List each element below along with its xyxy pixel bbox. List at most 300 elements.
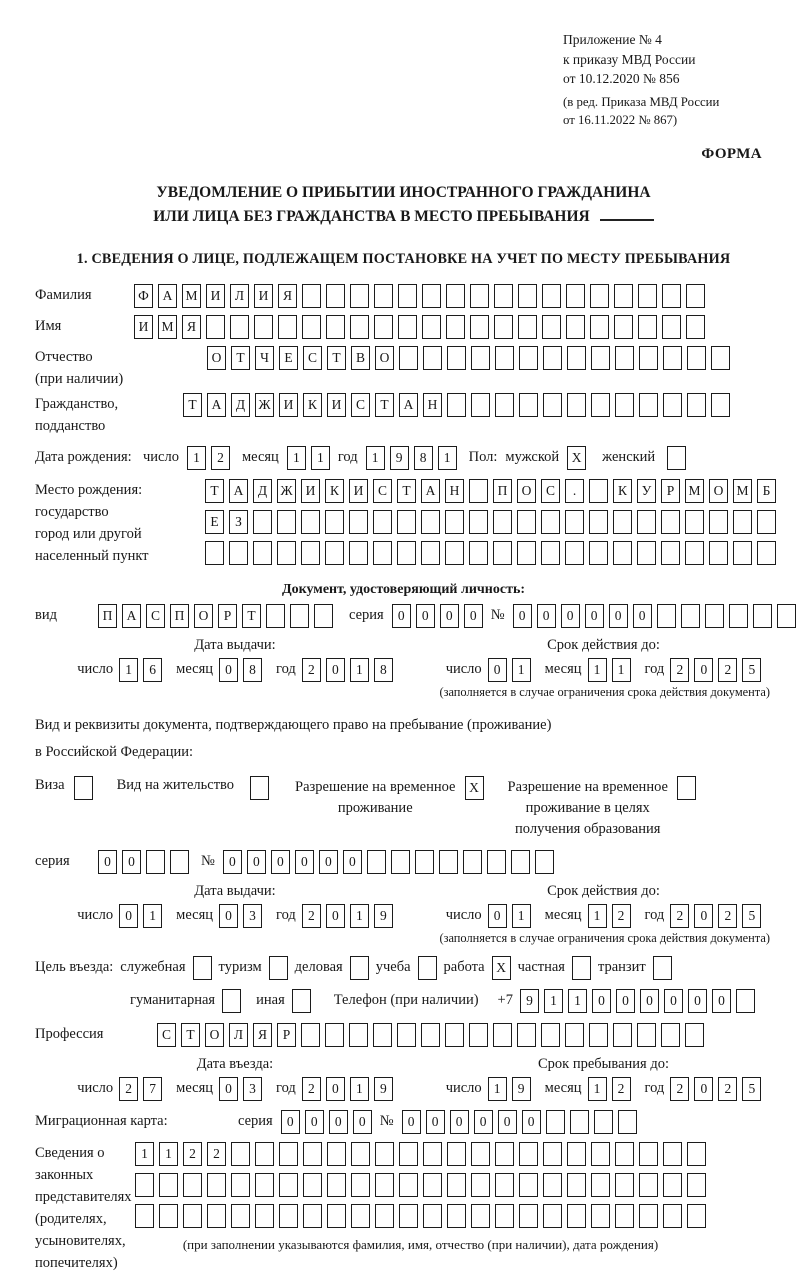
- char-cell[interactable]: [687, 393, 706, 417]
- char-cell[interactable]: 0: [426, 1110, 445, 1134]
- purpose-official-checkbox[interactable]: [193, 956, 212, 980]
- char-cell[interactable]: .: [565, 479, 584, 503]
- char-cell[interactable]: О: [194, 604, 213, 628]
- char-cell[interactable]: [615, 1173, 634, 1197]
- char-cell[interactable]: 0: [353, 1110, 372, 1134]
- char-cell[interactable]: 0: [464, 604, 483, 628]
- char-cell[interactable]: 1: [187, 446, 206, 470]
- phone-cells[interactable]: [520, 989, 755, 1013]
- char-cell[interactable]: [494, 284, 513, 308]
- residence-permit-checkbox[interactable]: [250, 776, 269, 800]
- char-cell[interactable]: 9: [520, 989, 539, 1013]
- char-cell[interactable]: [535, 850, 554, 874]
- char-cell[interactable]: [661, 541, 680, 565]
- char-cell[interactable]: [686, 315, 705, 339]
- char-cell[interactable]: [446, 315, 465, 339]
- char-cell[interactable]: К: [303, 393, 322, 417]
- char-cell[interactable]: Л: [230, 284, 249, 308]
- doc-series-cells[interactable]: [392, 604, 483, 628]
- char-cell[interactable]: [159, 1173, 178, 1197]
- char-cell[interactable]: [667, 446, 686, 470]
- char-cell[interactable]: [687, 1142, 706, 1166]
- char-cell[interactable]: [495, 1173, 514, 1197]
- char-cell[interactable]: [373, 1023, 392, 1047]
- char-cell[interactable]: 0: [326, 904, 345, 928]
- char-cell[interactable]: 9: [512, 1077, 531, 1101]
- char-cell[interactable]: [591, 1142, 610, 1166]
- char-cell[interactable]: [230, 315, 249, 339]
- char-cell[interactable]: О: [517, 479, 536, 503]
- char-cell[interactable]: 0: [474, 1110, 493, 1134]
- char-cell[interactable]: [351, 1142, 370, 1166]
- char-cell[interactable]: [446, 284, 465, 308]
- char-cell[interactable]: Л: [229, 1023, 248, 1047]
- char-cell[interactable]: Т: [327, 346, 346, 370]
- char-cell[interactable]: [398, 315, 417, 339]
- char-cell[interactable]: [711, 393, 730, 417]
- char-cell[interactable]: [638, 284, 657, 308]
- char-cell[interactable]: 0: [119, 904, 138, 928]
- char-cell[interactable]: [350, 315, 369, 339]
- char-cell[interactable]: [733, 510, 752, 534]
- stay-month-cells[interactable]: [588, 1077, 631, 1101]
- char-cell[interactable]: [206, 315, 225, 339]
- char-cell[interactable]: Б: [757, 479, 776, 503]
- char-cell[interactable]: [277, 541, 296, 565]
- char-cell[interactable]: [543, 1204, 562, 1228]
- char-cell[interactable]: Т: [205, 479, 224, 503]
- char-cell[interactable]: 2: [183, 1142, 202, 1166]
- res-issue-year-cells[interactable]: [302, 904, 393, 928]
- char-cell[interactable]: [567, 393, 586, 417]
- char-cell[interactable]: Д: [231, 393, 250, 417]
- char-cell[interactable]: [661, 510, 680, 534]
- char-cell[interactable]: 0: [561, 604, 580, 628]
- char-cell[interactable]: 2: [612, 1077, 631, 1101]
- char-cell[interactable]: Ж: [255, 393, 274, 417]
- doc-number-cells[interactable]: [513, 604, 796, 628]
- char-cell[interactable]: [757, 541, 776, 565]
- char-cell[interactable]: Я: [278, 284, 297, 308]
- char-cell[interactable]: 3: [243, 1077, 262, 1101]
- patronymic-cells[interactable]: [207, 346, 730, 370]
- char-cell[interactable]: [303, 1204, 322, 1228]
- char-cell[interactable]: [447, 1204, 466, 1228]
- surname-cells[interactable]: [134, 284, 705, 308]
- char-cell[interactable]: [662, 315, 681, 339]
- char-cell[interactable]: [487, 850, 506, 874]
- char-cell[interactable]: [422, 284, 441, 308]
- char-cell[interactable]: И: [301, 479, 320, 503]
- char-cell[interactable]: [423, 1142, 442, 1166]
- char-cell[interactable]: Н: [423, 393, 442, 417]
- char-cell[interactable]: [397, 510, 416, 534]
- char-cell[interactable]: [565, 1023, 584, 1047]
- char-cell[interactable]: 1: [287, 446, 306, 470]
- char-cell[interactable]: [279, 1173, 298, 1197]
- entry-day-cells[interactable]: [119, 1077, 162, 1101]
- char-cell[interactable]: X: [465, 776, 484, 800]
- char-cell[interactable]: [591, 1173, 610, 1197]
- char-cell[interactable]: [566, 315, 585, 339]
- char-cell[interactable]: И: [134, 315, 153, 339]
- char-cell[interactable]: [255, 1204, 274, 1228]
- entry-month-cells[interactable]: [219, 1077, 262, 1101]
- char-cell[interactable]: [229, 541, 248, 565]
- char-cell[interactable]: [231, 1204, 250, 1228]
- char-cell[interactable]: [663, 1142, 682, 1166]
- char-cell[interactable]: [570, 1110, 589, 1134]
- char-cell[interactable]: 0: [592, 989, 611, 1013]
- char-cell[interactable]: И: [279, 393, 298, 417]
- char-cell[interactable]: 1: [588, 658, 607, 682]
- char-cell[interactable]: [421, 1023, 440, 1047]
- char-cell[interactable]: 2: [612, 904, 631, 928]
- birth-year-cells[interactable]: [366, 446, 457, 470]
- char-cell[interactable]: [421, 541, 440, 565]
- char-cell[interactable]: Д: [253, 479, 272, 503]
- char-cell[interactable]: [470, 284, 489, 308]
- char-cell[interactable]: [397, 541, 416, 565]
- char-cell[interactable]: [349, 541, 368, 565]
- char-cell[interactable]: [470, 315, 489, 339]
- char-cell[interactable]: [685, 541, 704, 565]
- char-cell[interactable]: 0: [326, 658, 345, 682]
- char-cell[interactable]: [146, 850, 165, 874]
- char-cell[interactable]: [511, 850, 530, 874]
- char-cell[interactable]: [637, 541, 656, 565]
- birthplace-row2-cells[interactable]: [205, 510, 776, 534]
- char-cell[interactable]: [447, 393, 466, 417]
- char-cell[interactable]: Т: [242, 604, 261, 628]
- char-cell[interactable]: [591, 346, 610, 370]
- birthplace-row1-cells[interactable]: [205, 479, 776, 503]
- char-cell[interactable]: [399, 1204, 418, 1228]
- char-cell[interactable]: 0: [488, 658, 507, 682]
- entry-year-cells[interactable]: [302, 1077, 393, 1101]
- char-cell[interactable]: [543, 346, 562, 370]
- char-cell[interactable]: [565, 541, 584, 565]
- char-cell[interactable]: [618, 1110, 637, 1134]
- char-cell[interactable]: 0: [609, 604, 628, 628]
- char-cell[interactable]: 5: [742, 658, 761, 682]
- char-cell[interactable]: X: [492, 956, 511, 980]
- char-cell[interactable]: [471, 1173, 490, 1197]
- char-cell[interactable]: [519, 1204, 538, 1228]
- char-cell[interactable]: [391, 850, 410, 874]
- char-cell[interactable]: [255, 1142, 274, 1166]
- char-cell[interactable]: [543, 1142, 562, 1166]
- char-cell[interactable]: 5: [742, 1077, 761, 1101]
- char-cell[interactable]: П: [493, 479, 512, 503]
- char-cell[interactable]: [349, 1023, 368, 1047]
- res-issue-month-cells[interactable]: [219, 904, 262, 928]
- char-cell[interactable]: [517, 1023, 536, 1047]
- char-cell[interactable]: П: [98, 604, 117, 628]
- char-cell[interactable]: [351, 1204, 370, 1228]
- char-cell[interactable]: [687, 1204, 706, 1228]
- char-cell[interactable]: 0: [416, 604, 435, 628]
- doc-valid-day-cells[interactable]: [488, 658, 531, 682]
- char-cell[interactable]: [375, 1142, 394, 1166]
- char-cell[interactable]: 1: [135, 1142, 154, 1166]
- char-cell[interactable]: [303, 1142, 322, 1166]
- char-cell[interactable]: [325, 1023, 344, 1047]
- char-cell[interactable]: К: [325, 479, 344, 503]
- char-cell[interactable]: [589, 479, 608, 503]
- char-cell[interactable]: [469, 510, 488, 534]
- char-cell[interactable]: [74, 776, 93, 800]
- char-cell[interactable]: [373, 510, 392, 534]
- char-cell[interactable]: Е: [279, 346, 298, 370]
- char-cell[interactable]: 1: [488, 1077, 507, 1101]
- res-valid-month-cells[interactable]: [588, 904, 631, 928]
- char-cell[interactable]: [326, 284, 345, 308]
- char-cell[interactable]: 9: [390, 446, 409, 470]
- visa-checkbox[interactable]: [74, 776, 93, 800]
- char-cell[interactable]: [351, 1173, 370, 1197]
- char-cell[interactable]: 2: [718, 1077, 737, 1101]
- doc-valid-year-cells[interactable]: [670, 658, 761, 682]
- char-cell[interactable]: 3: [243, 904, 262, 928]
- char-cell[interactable]: [546, 1110, 565, 1134]
- char-cell[interactable]: Р: [218, 604, 237, 628]
- char-cell[interactable]: 0: [633, 604, 652, 628]
- char-cell[interactable]: П: [170, 604, 189, 628]
- char-cell[interactable]: [375, 1204, 394, 1228]
- char-cell[interactable]: [572, 956, 591, 980]
- char-cell[interactable]: Р: [277, 1023, 296, 1047]
- char-cell[interactable]: [135, 1173, 154, 1197]
- char-cell[interactable]: [519, 393, 538, 417]
- char-cell[interactable]: [399, 1173, 418, 1197]
- char-cell[interactable]: [301, 510, 320, 534]
- char-cell[interactable]: 1: [512, 658, 531, 682]
- char-cell[interactable]: [350, 956, 369, 980]
- char-cell[interactable]: [493, 510, 512, 534]
- representatives-row2-cells[interactable]: [135, 1173, 706, 1197]
- char-cell[interactable]: [590, 284, 609, 308]
- char-cell[interactable]: А: [158, 284, 177, 308]
- char-cell[interactable]: 0: [513, 604, 532, 628]
- char-cell[interactable]: 0: [585, 604, 604, 628]
- char-cell[interactable]: [567, 1173, 586, 1197]
- char-cell[interactable]: [661, 1023, 680, 1047]
- char-cell[interactable]: [445, 1023, 464, 1047]
- char-cell[interactable]: [662, 284, 681, 308]
- char-cell[interactable]: [686, 284, 705, 308]
- char-cell[interactable]: 0: [219, 658, 238, 682]
- char-cell[interactable]: 8: [414, 446, 433, 470]
- char-cell[interactable]: [374, 284, 393, 308]
- char-cell[interactable]: [543, 1173, 562, 1197]
- stay-year-cells[interactable]: [670, 1077, 761, 1101]
- char-cell[interactable]: [445, 510, 464, 534]
- char-cell[interactable]: 2: [119, 1077, 138, 1101]
- char-cell[interactable]: [279, 1204, 298, 1228]
- char-cell[interactable]: 2: [302, 658, 321, 682]
- char-cell[interactable]: 0: [712, 989, 731, 1013]
- char-cell[interactable]: А: [229, 479, 248, 503]
- char-cell[interactable]: М: [182, 284, 201, 308]
- char-cell[interactable]: [326, 315, 345, 339]
- char-cell[interactable]: 9: [374, 904, 393, 928]
- char-cell[interactable]: [777, 604, 796, 628]
- res-valid-day-cells[interactable]: [488, 904, 531, 928]
- purpose-tourism-checkbox[interactable]: [269, 956, 288, 980]
- char-cell[interactable]: 2: [670, 658, 689, 682]
- char-cell[interactable]: 0: [688, 989, 707, 1013]
- char-cell[interactable]: 1: [159, 1142, 178, 1166]
- char-cell[interactable]: [374, 315, 393, 339]
- char-cell[interactable]: 0: [271, 850, 290, 874]
- doc-issue-day-cells[interactable]: [119, 658, 162, 682]
- char-cell[interactable]: 0: [488, 904, 507, 928]
- char-cell[interactable]: [567, 346, 586, 370]
- char-cell[interactable]: [591, 393, 610, 417]
- char-cell[interactable]: 0: [98, 850, 117, 874]
- char-cell[interactable]: [685, 510, 704, 534]
- char-cell[interactable]: С: [373, 479, 392, 503]
- char-cell[interactable]: [519, 1142, 538, 1166]
- char-cell[interactable]: 0: [219, 904, 238, 928]
- char-cell[interactable]: [589, 541, 608, 565]
- char-cell[interactable]: [518, 315, 537, 339]
- char-cell[interactable]: [566, 284, 585, 308]
- char-cell[interactable]: 2: [302, 904, 321, 928]
- char-cell[interactable]: 9: [374, 1077, 393, 1101]
- char-cell[interactable]: [447, 1142, 466, 1166]
- char-cell[interactable]: 0: [402, 1110, 421, 1134]
- char-cell[interactable]: [589, 1023, 608, 1047]
- char-cell[interactable]: [373, 541, 392, 565]
- char-cell[interactable]: [327, 1142, 346, 1166]
- char-cell[interactable]: 0: [537, 604, 556, 628]
- char-cell[interactable]: [639, 1204, 658, 1228]
- doc-issue-month-cells[interactable]: [219, 658, 262, 682]
- stay-day-cells[interactable]: [488, 1077, 531, 1101]
- char-cell[interactable]: [733, 541, 752, 565]
- char-cell[interactable]: [518, 284, 537, 308]
- char-cell[interactable]: [653, 956, 672, 980]
- char-cell[interactable]: [709, 541, 728, 565]
- char-cell[interactable]: [159, 1204, 178, 1228]
- char-cell[interactable]: 1: [438, 446, 457, 470]
- char-cell[interactable]: 2: [207, 1142, 226, 1166]
- char-cell[interactable]: [325, 541, 344, 565]
- char-cell[interactable]: [613, 1023, 632, 1047]
- char-cell[interactable]: 1: [119, 658, 138, 682]
- doc-valid-month-cells[interactable]: [588, 658, 631, 682]
- char-cell[interactable]: [375, 1173, 394, 1197]
- char-cell[interactable]: [677, 776, 696, 800]
- char-cell[interactable]: [681, 604, 700, 628]
- char-cell[interactable]: [350, 284, 369, 308]
- char-cell[interactable]: 0: [522, 1110, 541, 1134]
- char-cell[interactable]: 0: [616, 989, 635, 1013]
- doc-kind-cells[interactable]: [98, 604, 333, 628]
- char-cell[interactable]: [415, 850, 434, 874]
- char-cell[interactable]: [278, 315, 297, 339]
- char-cell[interactable]: [615, 1142, 634, 1166]
- char-cell[interactable]: С: [541, 479, 560, 503]
- char-cell[interactable]: [517, 510, 536, 534]
- char-cell[interactable]: [517, 541, 536, 565]
- char-cell[interactable]: [567, 1204, 586, 1228]
- char-cell[interactable]: 0: [440, 604, 459, 628]
- char-cell[interactable]: Ф: [134, 284, 153, 308]
- char-cell[interactable]: 0: [247, 850, 266, 874]
- char-cell[interactable]: [469, 479, 488, 503]
- char-cell[interactable]: [615, 346, 634, 370]
- char-cell[interactable]: 1: [311, 446, 330, 470]
- char-cell[interactable]: [463, 850, 482, 874]
- char-cell[interactable]: 7: [143, 1077, 162, 1101]
- char-cell[interactable]: [495, 1204, 514, 1228]
- char-cell[interactable]: [687, 1173, 706, 1197]
- char-cell[interactable]: [255, 1173, 274, 1197]
- char-cell[interactable]: [709, 510, 728, 534]
- char-cell[interactable]: [613, 510, 632, 534]
- char-cell[interactable]: [736, 989, 755, 1013]
- char-cell[interactable]: [135, 1204, 154, 1228]
- profession-cells[interactable]: [157, 1023, 704, 1047]
- char-cell[interactable]: [469, 1023, 488, 1047]
- purpose-private-checkbox[interactable]: [572, 956, 591, 980]
- char-cell[interactable]: [423, 1204, 442, 1228]
- char-cell[interactable]: [639, 393, 658, 417]
- char-cell[interactable]: [207, 1204, 226, 1228]
- mig-series-cells[interactable]: [281, 1110, 372, 1134]
- char-cell[interactable]: [421, 510, 440, 534]
- char-cell[interactable]: 1: [143, 904, 162, 928]
- birthplace-row3-cells[interactable]: [205, 541, 776, 565]
- char-cell[interactable]: 0: [295, 850, 314, 874]
- char-cell[interactable]: А: [421, 479, 440, 503]
- char-cell[interactable]: С: [351, 393, 370, 417]
- res-number-cells[interactable]: [223, 850, 554, 874]
- char-cell[interactable]: [290, 604, 309, 628]
- purpose-study-checkbox[interactable]: [418, 956, 437, 980]
- char-cell[interactable]: Т: [181, 1023, 200, 1047]
- char-cell[interactable]: 0: [281, 1110, 300, 1134]
- temp-residence-checkbox[interactable]: [465, 776, 484, 800]
- char-cell[interactable]: [447, 346, 466, 370]
- char-cell[interactable]: А: [122, 604, 141, 628]
- char-cell[interactable]: Н: [445, 479, 464, 503]
- char-cell[interactable]: 6: [143, 658, 162, 682]
- doc-issue-year-cells[interactable]: [302, 658, 393, 682]
- char-cell[interactable]: [493, 541, 512, 565]
- char-cell[interactable]: [687, 346, 706, 370]
- char-cell[interactable]: [253, 510, 272, 534]
- char-cell[interactable]: 2: [718, 904, 737, 928]
- char-cell[interactable]: А: [207, 393, 226, 417]
- char-cell[interactable]: [447, 1173, 466, 1197]
- char-cell[interactable]: О: [709, 479, 728, 503]
- char-cell[interactable]: Т: [183, 393, 202, 417]
- char-cell[interactable]: 8: [243, 658, 262, 682]
- char-cell[interactable]: О: [375, 346, 394, 370]
- purpose-other-checkbox[interactable]: [292, 989, 311, 1013]
- char-cell[interactable]: [657, 604, 676, 628]
- char-cell[interactable]: И: [349, 479, 368, 503]
- char-cell[interactable]: [519, 1173, 538, 1197]
- char-cell[interactable]: И: [327, 393, 346, 417]
- representatives-row3-cells[interactable]: [135, 1204, 706, 1228]
- sex-male-checkbox[interactable]: [567, 446, 586, 470]
- birth-month-cells[interactable]: [287, 446, 330, 470]
